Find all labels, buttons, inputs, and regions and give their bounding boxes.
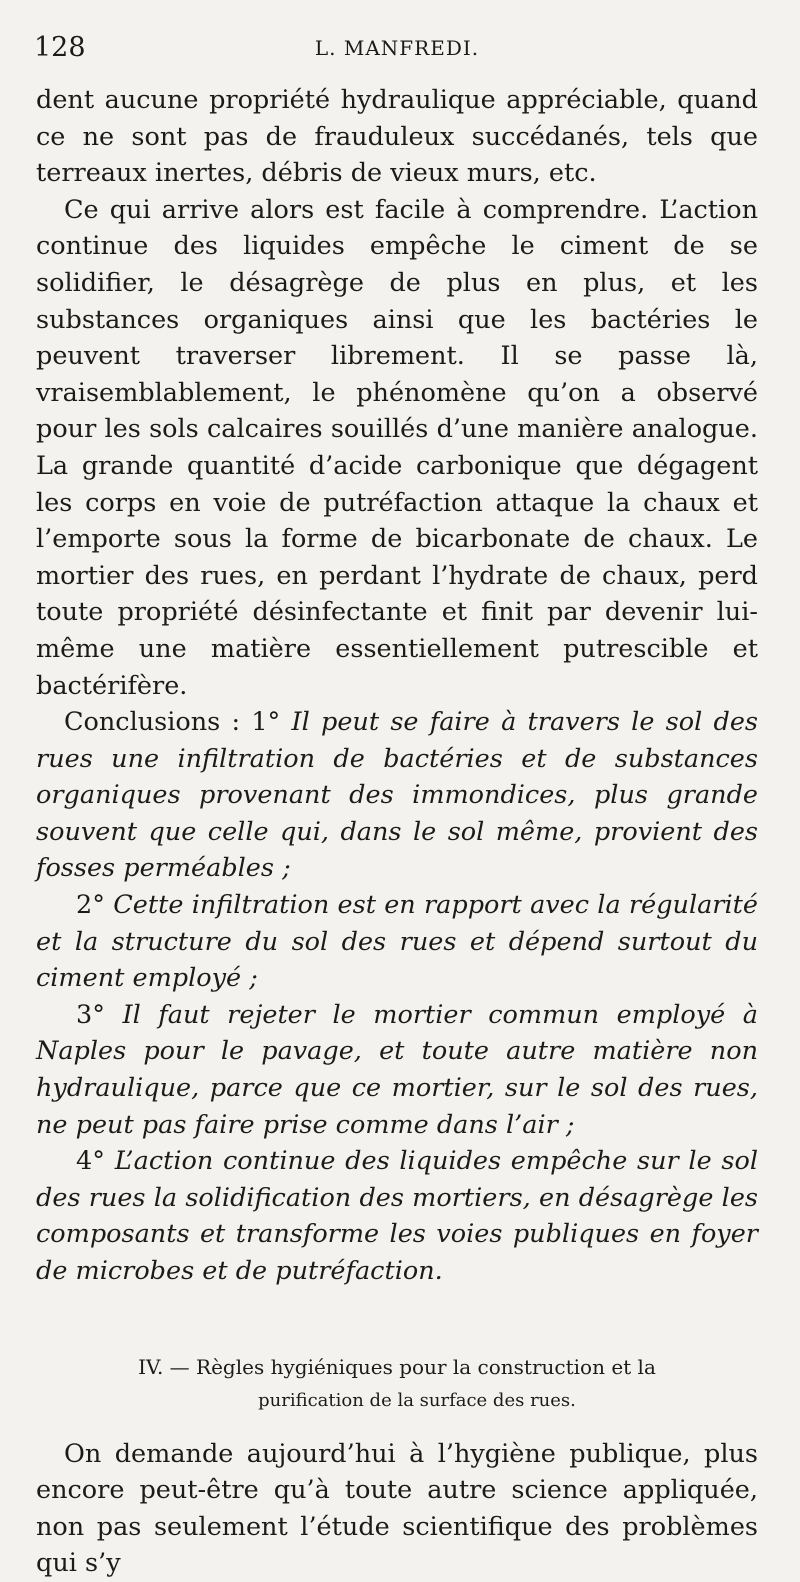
section-heading-line-2: purification de la surface des rues. [258,1389,576,1411]
conclusion-4-number: 4° [76,1146,105,1177]
conclusion-4 [36,1143,758,1289]
paragraph-2: Ce qui arrive alors est facile à comprendre. L’action continue des liquides empêche le ciment de se solidifier, le désagrège de plus en plus, et les substances organiques ainsi que les bactéries le peuvent traverser librement. Il se passe là, vraisemblablement, le phénomène qu’on a observé pour les sols calcaires souillés d’une manière analogue. La grande quantité d’acide carbonique que dégagent les corps en voie de putréfaction attaque la chaux et l’emporte sous la forme de bicarbonate de chaux. Le mortier des rues, en perdant l’hydrate de chaux, perd toute propriété désinfectante et finit par devenir lui-même une matière essentiellement putrescible et bactérifère. [36,194,758,701]
section-heading-line-1: IV. — Règles hygiéniques pour la construction et la [138,1354,656,1379]
conclusion-2-text: Cette infiltration est en rapport avec la régularité et la structure du sol des rues et dépend surtout du ciment employé ; [36,890,758,994]
conclusion-1-text: Il peut se faire à travers le sol des rues une infiltration de bactéries et de substances organiques provenant des immondices, plus grande souvent que celle qui, dans le sol même, provient des fosses perméables ; [36,707,758,884]
body-text [36,82,758,1582]
conclusion-2-number: 2° [76,890,105,921]
section-heading [36,1350,758,1418]
closing-paragraph: On demande aujourd’hui à l’hygiène publique, plus encore peut-être qu’à toute autre science appliquée, non pas seulement l’étude scientifique des problèmes qui s’y [36,1438,758,1579]
conclusion-3-number: 3° [76,999,105,1030]
running-head: L. MANFREDI. [314,36,480,60]
page-header [34,32,760,68]
conclusion-3 [36,997,758,1143]
conclusions-label: Conclusions : 1° [64,707,281,738]
conclusion-4-text: L’action continue des liquides empêche sur le sol des rues la solidification des mortiers, en désagrège les composants et transforme les voies publiques en foyer de microbes et de putréfaction. [36,1146,758,1286]
paragraph-1: dent aucune propriété hydraulique appréciable, quand ce ne sont pas de frauduleux succédanés, tels que terreaux inertes, débris de vieux murs, etc. [36,85,758,189]
conclusion-2 [36,887,758,997]
conclusion-1 [36,704,758,887]
conclusion-3-text: Il faut rejeter le mortier commun employé à Naples pour le pavage, et toute autre matière non hydraulique, parce que ce mortier, sur le sol des rues, ne peut pas faire prise comme dans l’air ; [36,999,758,1140]
page-number: 128 [34,32,86,63]
